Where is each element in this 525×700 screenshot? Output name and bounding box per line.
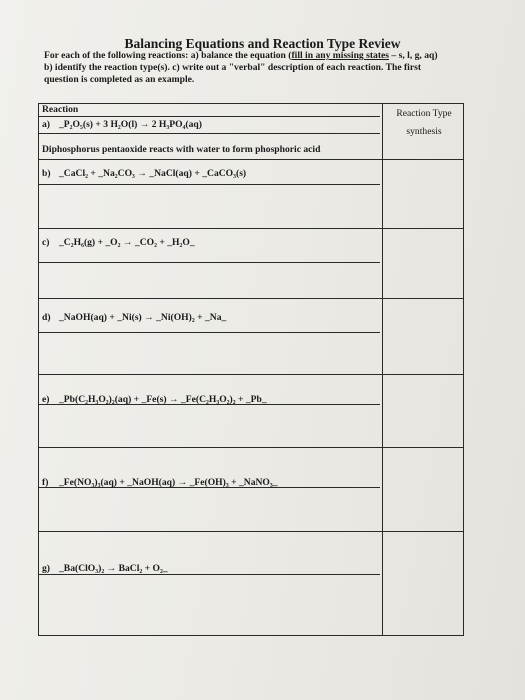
- row-e-label: e): [42, 394, 50, 405]
- instructions-line-2: b) identify the reaction type(s). c) write out a "verbal" description of each reaction. The first: [44, 62, 422, 73]
- row-d-bottom: [39, 374, 463, 375]
- row-b-bottom: [39, 228, 463, 229]
- row-f-bottom: [39, 531, 463, 532]
- instructions: [44, 50, 484, 86]
- instructions-line-1: For each of the following reactions: a) balance the equation (fill in any missing states – s, l, g, aq): [44, 50, 438, 61]
- row-g-divider: [39, 574, 380, 575]
- page-title: Balancing Equations and Reaction Type Review: [124, 36, 401, 51]
- header-reaction: Reaction: [42, 104, 79, 115]
- row-f-divider: [39, 487, 380, 488]
- reaction-table: [38, 103, 464, 636]
- row-c-label: c): [42, 237, 50, 248]
- row-a-divider: [39, 133, 380, 134]
- row-d-equation: _NaOH(aq) + _Ni(s) → _Ni(OH)₂ + _Na_: [59, 312, 227, 323]
- row-f-label: f): [42, 477, 49, 488]
- row-e-divider: [39, 404, 380, 405]
- row-a-bottom: [39, 159, 463, 160]
- row-b-equation: _CaCl₂ + _Na₂CO₃ → _NaCl(aq) + _CaCO₃(s): [59, 168, 247, 179]
- header-divider: [39, 116, 380, 117]
- row-e-bottom: [39, 447, 463, 448]
- row-d-label: d): [42, 312, 51, 323]
- row-e-equation: _Pb(C₂H₃O₂)₂(aq) + _Fe(s) → _Fe(C₂H₃O₂)₂ + _Pb_: [59, 394, 267, 405]
- row-d-divider: [39, 332, 380, 333]
- row-a-equation: _P₂O₅(s) + 3 H₂O(l) → 2 H₃PO₄(aq): [59, 119, 202, 130]
- row-a-verbal: Diphosphorus pentaoxide reacts with water to form phosphoric acid: [42, 144, 321, 155]
- row-g-equation: _Ba(ClO₃)₂ → BaCl₂ + O₂_: [59, 563, 168, 574]
- column-divider: [382, 104, 383, 635]
- row-c-equation: _C₂H₆(g) + _O₂ → _CO₂ + _H₂O_: [59, 237, 195, 248]
- row-b-label: b): [42, 168, 51, 179]
- row-b-divider: [39, 184, 380, 185]
- header-reaction-type: Reaction Type: [396, 108, 452, 119]
- row-f-equation: _Fe(NO₃)₃(aq) + _NaOH(aq) → _Fe(OH)₃ + _NaNO₃_: [59, 477, 278, 488]
- row-g-label: g): [42, 563, 50, 574]
- instructions-line-3: question is completed as an example.: [44, 74, 195, 85]
- row-a-type: synthesis: [406, 126, 442, 137]
- row-c-bottom: [39, 298, 463, 299]
- row-c-divider: [39, 262, 380, 263]
- row-a-label: a): [42, 119, 50, 130]
